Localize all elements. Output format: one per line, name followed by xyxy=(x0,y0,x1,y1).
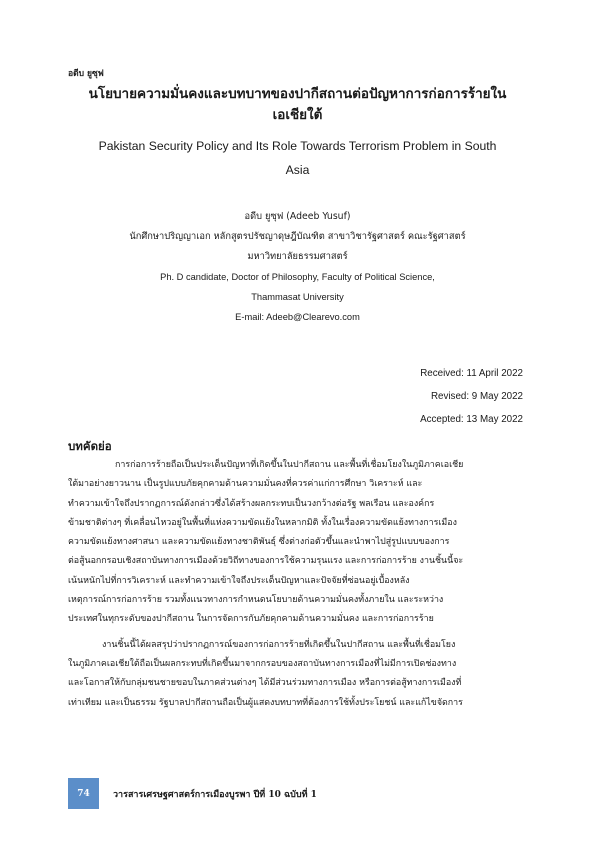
abstract-body xyxy=(68,456,527,713)
accepted-date: Accepted: 13 May 2022 xyxy=(420,414,523,425)
english-title-line: Pakistan Security Policy and Its Role Towards Terrorism Problem in South xyxy=(98,139,497,153)
author-block xyxy=(60,207,535,327)
author-email: E-mail: Adeeb@Clearevo.com xyxy=(235,312,360,322)
thai-affiliation: มหาวิทยาลัยธรรมศาสตร์ xyxy=(247,251,348,262)
thai-title-line: นโยบายความมั่นคงและบทบาทของปากีสถานต่อปัญหาการก่อการร้ายใน xyxy=(88,86,507,102)
author-name: อดีบ ยูซุฟ (Adeeb Yusuf) xyxy=(244,211,351,222)
abstract-line: ใต้มาอย่างยาวนาน เป็นรูปแบบภัยคุกคามด้านความมั่นคงที่ควรค่าแก่การศึกษา วิเคราะห์ และ xyxy=(68,479,423,490)
abstract-heading: บทคัดย่อ xyxy=(68,439,112,453)
revised-date: Revised: 9 May 2022 xyxy=(430,391,523,402)
abstract-line: ความขัดแย้งทางศาสนา และความขัดแย้งทางชาติพันธุ์ ซึ่งต่างก่อตัวขึ้นและนำพาไปสู่รูปแบบของการ xyxy=(68,537,450,548)
abstract-line: ประเทศในทุกระดับของปากีสถาน ในการจัดการกับภัยคุกคามด้านความมั่นคง และการก่อการร้าย xyxy=(68,614,434,625)
english-affiliation: Thammasat University xyxy=(251,292,344,302)
english-title-line: Asia xyxy=(285,163,310,177)
page-number: 74 xyxy=(68,778,99,809)
english-affiliation: Ph. D candidate, Doctor of Philosophy, Faculty of Political Science, xyxy=(160,272,435,282)
thai-title xyxy=(60,84,535,126)
abstract-line: เหตุการณ์การก่อการร้าย รวมทั้งแนวทางการกำหนดนโยบายด้านความมั่นคงทั้งภายใน และระหว่าง xyxy=(68,595,444,606)
abstract-line: ข้ามชาติต่างๆ ที่เคลื่อนไหวอยู่ในพื้นที่แห่งความขัดแย้งในหลากมิติ ทั้งในเรื่องความขัดแย้งทางการเมือง xyxy=(68,517,457,528)
author-short-name: อดีบ ยูซุฟ xyxy=(68,69,104,79)
abstract-line: เท่าเทียม และเป็นธรรม รัฐบาลปากีสถานถือเป็นผู้แสดงบทบาทที่ต้องการใช้ทั้งประโยชน์ และแก้ไขจัดการ xyxy=(68,697,463,708)
page-footer xyxy=(68,778,317,809)
abstract-line: และโอกาสให้กับกลุ่มชนชายขอบในภาคส่วนต่างๆ ได้มีส่วนร่วมทางการเมือง หรือการต่อสู้ทางการเมืองที่ xyxy=(68,678,462,689)
abstract-line: ในภูมิภาคเอเชียใต้ถือเป็นผลกระทบที่เกิดขึ้นมาจากกรอบของสถาบันทางการเมืองที่ไม่มีการเปิดช่องทาง xyxy=(68,658,457,669)
received-date: Received: 11 April 2022 xyxy=(420,368,523,379)
english-title xyxy=(60,134,535,182)
thai-affiliation: นักศึกษาปริญญาเอก หลักสูตรปรัชญาดุษฎีบัณฑิต สาขาวิชารัฐศาสตร์ คณะรัฐศาสตร์ xyxy=(129,231,466,242)
abstract-line: การก่อการร้ายถือเป็นประเด็นปัญหาที่เกิดขึ้นในปากีสถาน และพื้นที่เชื่อมโยงในภูมิภาคเอเชีย xyxy=(115,460,464,470)
submission-dates xyxy=(420,362,523,431)
abstract-line: ทำความเข้าใจถึงปรากฏการณ์ดังกล่าวซึ่งได้สร้างผลกระทบเป็นวงกว้างต่อรัฐ พลเรือน และองค์กร xyxy=(68,498,435,509)
abstract-line: งานชิ้นนี้ได้ผลสรุปว่าปรากฏการณ์ของการก่อการร้ายที่เกิดขึ้นในปากีสถาน และพื้นที่เชื่อมโยง xyxy=(102,639,456,650)
abstract-line: เน้นหนักไปที่การวิเคราะห์ และทำความเข้าใจถึงประเด็นปัญหาและปัจจัยที่ซ่อนอยู่เบื้องหลัง xyxy=(68,575,410,586)
abstract-line: ต่อสู้นอกกรอบเชิงสถาบันทางการเมืองด้วยวิถีทางของการใช้ความรุนแรง และการก่อการร้าย งานชิ้นนี้จะ xyxy=(68,556,464,567)
journal-name: วารสารเศรษฐศาสตร์การเมืองบูรพา ปีที่ 10 ฉบับที่ 1 xyxy=(113,789,317,800)
thai-title-line: เอเชียใต้ xyxy=(272,107,323,123)
